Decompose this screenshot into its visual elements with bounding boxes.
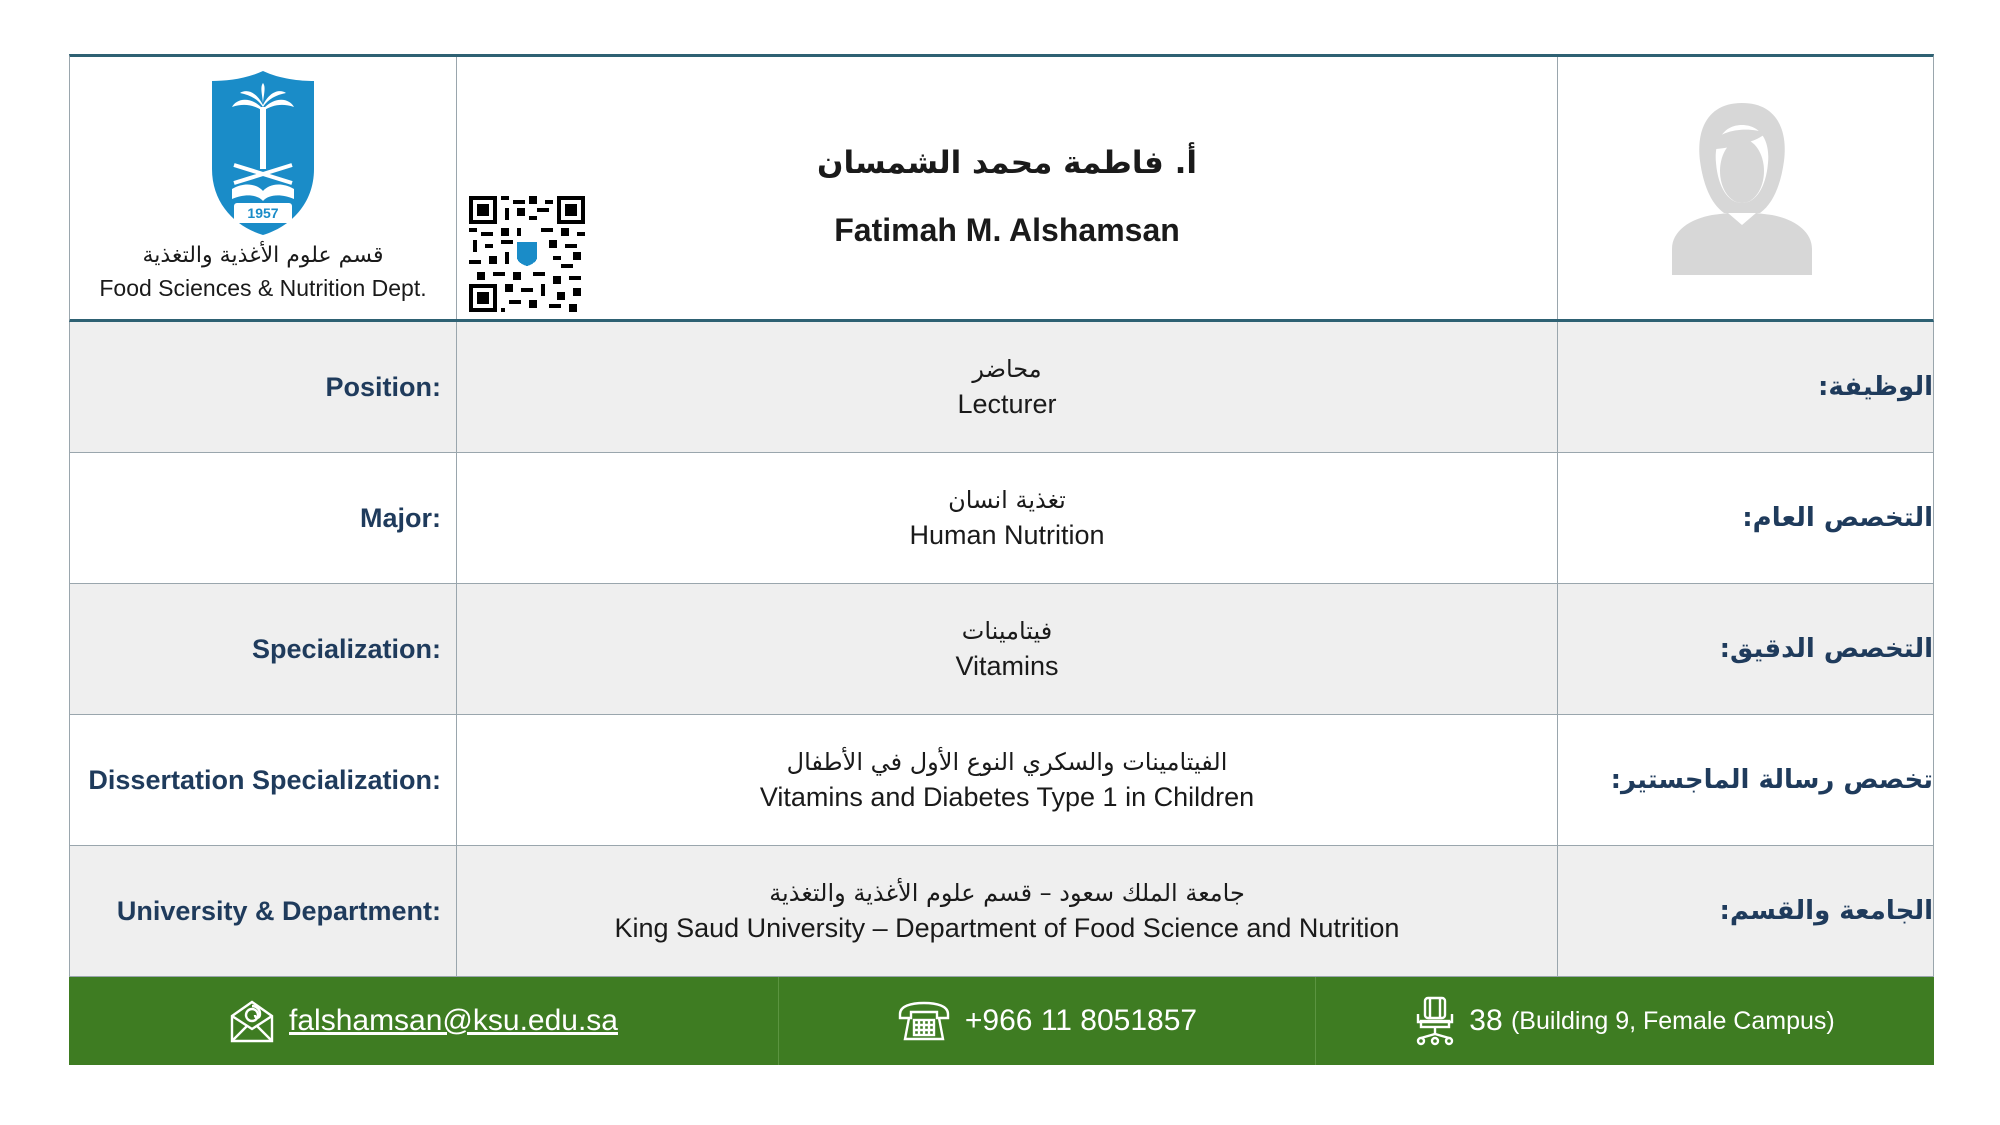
position-row [69, 322, 1934, 453]
major-label-english: Major: [70, 453, 457, 583]
major-label-arabic: التخصص العام: [1742, 503, 1933, 533]
university-value [457, 846, 1558, 976]
position-label-arabic: الوظيفة: [1818, 372, 1933, 402]
logo-cell [70, 57, 457, 319]
office-location: (Building 9, Female Campus) [1510, 1006, 1835, 1035]
profile-card [69, 54, 1934, 1065]
position-value [457, 322, 1558, 452]
major-value-arabic: تغذية انسان [948, 485, 1066, 514]
dissertation-row [69, 715, 1934, 846]
university-label-arabic: الجامعة والقسم: [1719, 896, 1933, 926]
position-value-english: Lecturer [957, 388, 1057, 419]
svg-text:1957: 1957 [247, 205, 279, 221]
phone-number[interactable]: +966 11 8051857 [964, 1004, 1198, 1037]
card-header [69, 54, 1934, 322]
major-row [69, 453, 1934, 584]
email-cell [69, 977, 779, 1065]
dissertation-value [457, 715, 1558, 845]
contact-footer [69, 977, 1934, 1065]
department-name-english: Food Sciences & Nutrition Dept. [99, 275, 427, 301]
university-row [69, 846, 1934, 977]
university-value-english: King Saud University – Department of Food Science and Nutrition [614, 912, 1400, 943]
specialization-value-arabic: فيتامينات [961, 616, 1053, 645]
specialization-value [457, 584, 1558, 714]
specialization-label-arabic: التخصص الدقيق: [1719, 634, 1933, 664]
dissertation-label-arabic: تخصص رسالة الماجستير: [1610, 765, 1933, 795]
dissertation-label-english: Dissertation Specialization: [70, 715, 457, 845]
ksu-logo [210, 69, 316, 237]
phone-cell [779, 977, 1316, 1065]
dissertation-value-arabic: الفيتامينات والسكري النوع الأول في الأطفال [786, 747, 1228, 776]
university-value-arabic: جامعة الملك سعود – قسم علوم الأغذية والتغذية [769, 878, 1245, 907]
telephone-icon [897, 1000, 951, 1042]
major-value [457, 453, 1558, 583]
university-label-english: University & Department: [70, 846, 457, 976]
specialization-row [69, 584, 1934, 715]
specialization-label-english: Specialization: [70, 584, 457, 714]
email-icon [229, 998, 275, 1044]
faculty-name-arabic: أ. فاطمة محمد الشمسان [817, 145, 1197, 181]
photo-cell [1558, 57, 1933, 319]
female-avatar-icon [1666, 99, 1818, 275]
faculty-name-english: Fatimah M. Alshamsan [834, 212, 1180, 248]
name-cell [457, 57, 1558, 319]
major-value-english: Human Nutrition [909, 519, 1105, 550]
email-link[interactable]: falshamsan@ksu.edu.sa [289, 1004, 618, 1037]
specialization-value-english: Vitamins [955, 650, 1059, 681]
office-number: 38 [1469, 1004, 1503, 1037]
office-cell [1316, 977, 1934, 1065]
office-chair-icon [1415, 996, 1455, 1046]
department-name-arabic: قسم علوم الأغذية والتغذية [142, 243, 384, 268]
dissertation-value-english: Vitamins and Diabetes Type 1 in Children [759, 781, 1255, 812]
position-value-arabic: محاضر [972, 354, 1042, 383]
position-label-english: Position: [70, 322, 457, 452]
